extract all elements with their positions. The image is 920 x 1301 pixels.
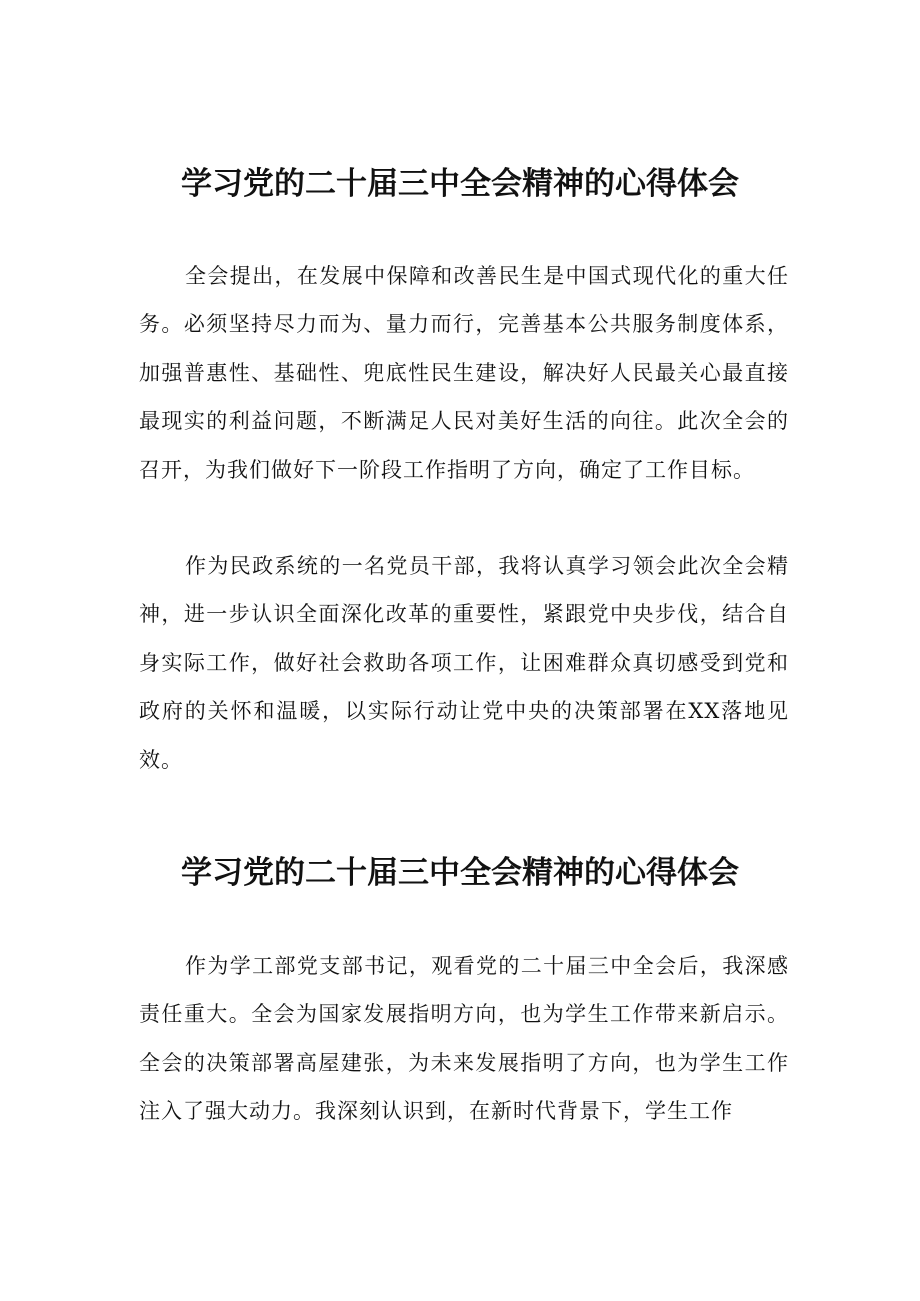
section-2-paragraph-1: 作为学工部党支部书记，观看党的二十届三中全会后，我深感责任重大。全会为国家发展指明方向，也为学生工作带来新启示。全会的决策部署高屋建张，为未来发展指明了方向，也为学生工作注入了强大动力。我深刻认识到，在新时代背景下，学生工作: [139, 954, 789, 1124]
section-1-paragraph-1: 全会提出，在发展中保障和改善民生是中国式现代化的重大任务。必须坚持尽力而为、量力而行，完善基本公共服务制度体系，加强普惠性、基础性、兜底性民生建设，解决好人民最关心最直接最现实的利益问题，不断满足人民对美好生活的向往。此次全会的召开，为我们做好下一阶段工作指明了方向，确定了工作目标。: [139, 264, 789, 482]
section-2-title: 学习党的二十届三中全会精神的心得体会: [181, 855, 739, 891]
section-1-title: 学习党的二十届三中全会精神的心得体会: [181, 166, 739, 202]
section-1-paragraph-2: 作为民政系统的一名党员干部，我将认真学习领会此次全会精神，进一步认识全面深化改革的重要性，紧跟党中央步伐，结合自身实际工作，做好社会救助各项工作，让困难群众真切感受到党和政府的关怀和温暖，以实际行动让党中央的决策部署在XX落地见效。: [139, 554, 789, 772]
